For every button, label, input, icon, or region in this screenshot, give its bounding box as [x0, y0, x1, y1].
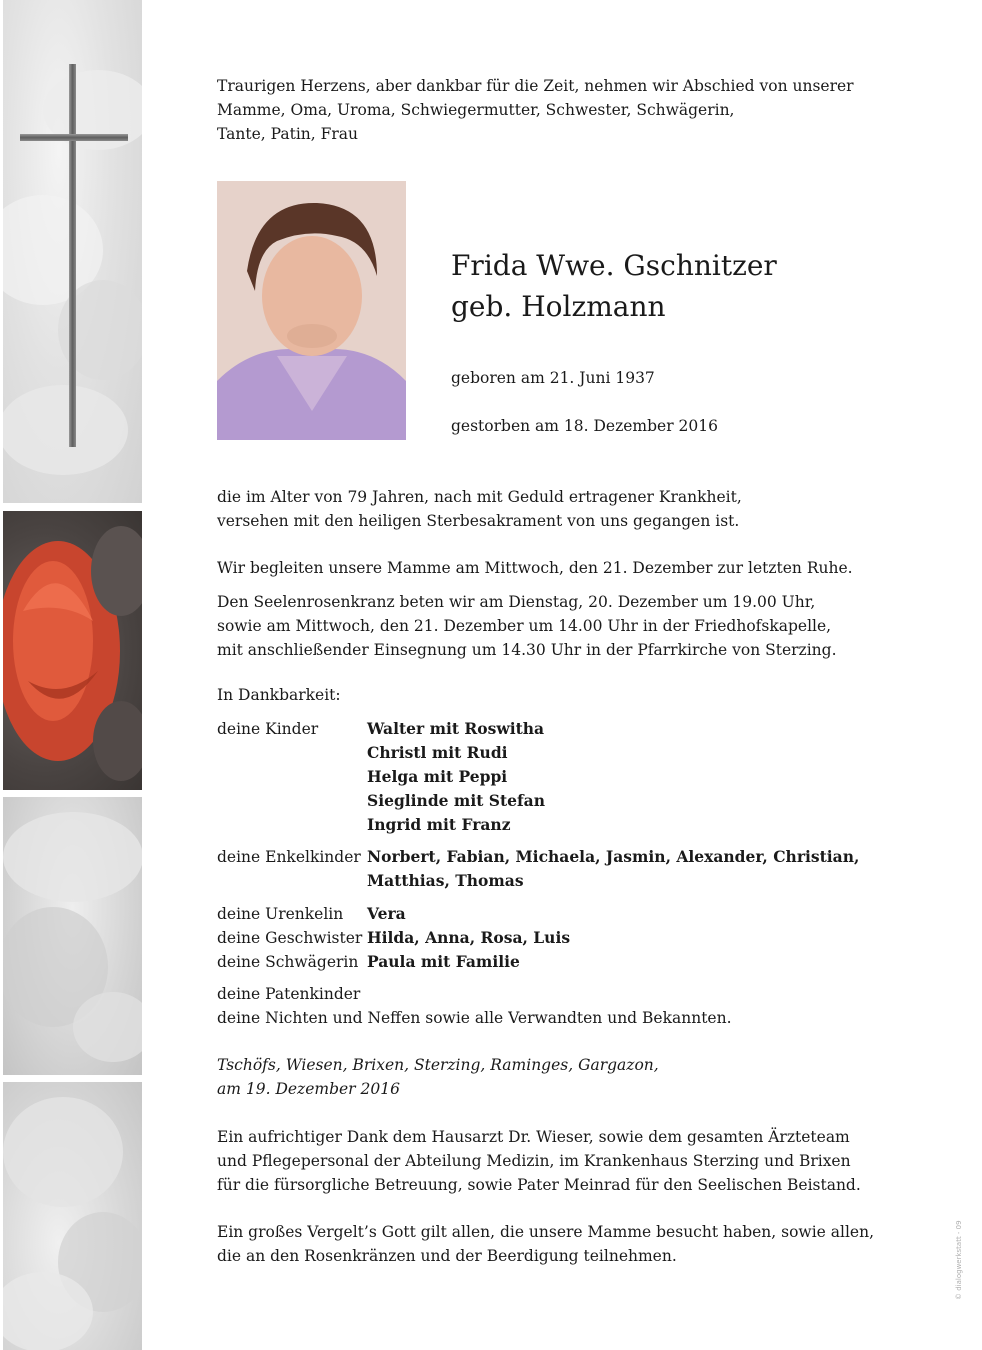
red-rose-strip: [3, 511, 142, 790]
thanks-paragraph-1: Ein aufrichtiger Dank dem Hausarzt Dr. Wieser, sowie dem gesamten Ärzteteam und Pflegepersonal der Abteilung Medizin, im Krankenhaus Sterzing und Brixen für die fürsorgliche Betreuung, sowie Pater Meinrad für den Seelischen Beistand.: [217, 1128, 861, 1194]
great-grandchild-name: Vera: [367, 904, 406, 923]
children-names: Walter mit Roswitha Christl mit Rudi Helga mit Peppi Sieglinde mit Stefan Ingrid mit Franz: [367, 719, 545, 834]
place-date: Tschöfs, Wiesen, Brixen, Sterzing, Raminges, Gargazon, am 19. Dezember 2016: [217, 1056, 659, 1098]
rose-strip-middle: [3, 797, 142, 1075]
grandchildren-label: deine Enkelkinder: [217, 848, 361, 866]
rose-pattern-icon: [3, 797, 142, 1075]
great-grandchild-label: deine Urenkelin: [217, 905, 344, 923]
gratitude-heading: In Dankbarkeit:: [217, 686, 341, 704]
red-rose-icon: [3, 511, 142, 790]
siblings-names: Hilda, Anna, Rosa, Luis: [367, 928, 571, 947]
name-line-2: geb. Holzmann: [451, 290, 666, 323]
deceased-name: [451, 245, 777, 327]
rose-pattern-icon: [3, 1082, 142, 1350]
life-dates: [451, 342, 718, 462]
print-credit: © dialogwerkstatt - 09: [955, 1220, 963, 1300]
funeral-paragraph: Wir begleiten unsere Mamme am Mittwoch, den 21. Dezember zur letzten Ruhe.: [217, 559, 853, 577]
siblings-label: deine Geschwister: [217, 929, 363, 947]
passing-paragraph: die im Alter von 79 Jahren, nach mit Geduld ertragener Krankheit, versehen mit den heiligen Sterbesakrament von uns gegangen ist.: [217, 488, 742, 530]
rosary-paragraph: Den Seelenrosenkranz beten wir am Dienstag, 20. Dezember um 19.00 Uhr, sowie am Mittwoch, den 21. Dezember um 14.00 Uhr in der Friedhofskapelle, mit anschließender Einsegnung um 14.30 Uhr in der Pfarrkirche von Sterzing.: [217, 593, 837, 659]
children-label: deine Kinder: [217, 720, 319, 738]
cross-icon: [69, 64, 76, 447]
sister-in-law-label: deine Schwägerin: [217, 953, 359, 971]
intro-text: Traurigen Herzens, aber dankbar für die Zeit, nehmen wir Abschied von unserer Mamme, Oma, Uroma, Schwiegermutter, Schwester, Schwägerin, Tante, Patin, Frau: [217, 77, 854, 143]
sister-in-law-name: Paula mit Familie: [367, 952, 520, 971]
name-line-1: Frida Wwe. Gschnitzer: [451, 249, 777, 282]
birth-date: geboren am 21. Juni 1937: [451, 369, 655, 387]
rose-strip-top: [3, 0, 142, 503]
rose-strip-bottom: [3, 1082, 142, 1350]
death-date: gestorben am 18. Dezember 2016: [451, 417, 718, 435]
cross-bar: [20, 134, 128, 141]
portrait-icon: [217, 181, 406, 440]
relatives-closing: deine Patenkinder deine Nichten und Neffen sowie alle Verwandten und Bekannten.: [217, 985, 732, 1027]
portrait-photo: [217, 181, 406, 440]
grandchildren-names: Norbert, Fabian, Michaela, Jasmin, Alexander, Christian, Matthias, Thomas: [367, 847, 860, 890]
thanks-paragraph-2: Ein großes Vergelt’s Gott gilt allen, die unsere Mamme besucht haben, sowie allen, die an den Rosenkränzen und der Beerdigung teilnehmen.: [217, 1223, 874, 1265]
